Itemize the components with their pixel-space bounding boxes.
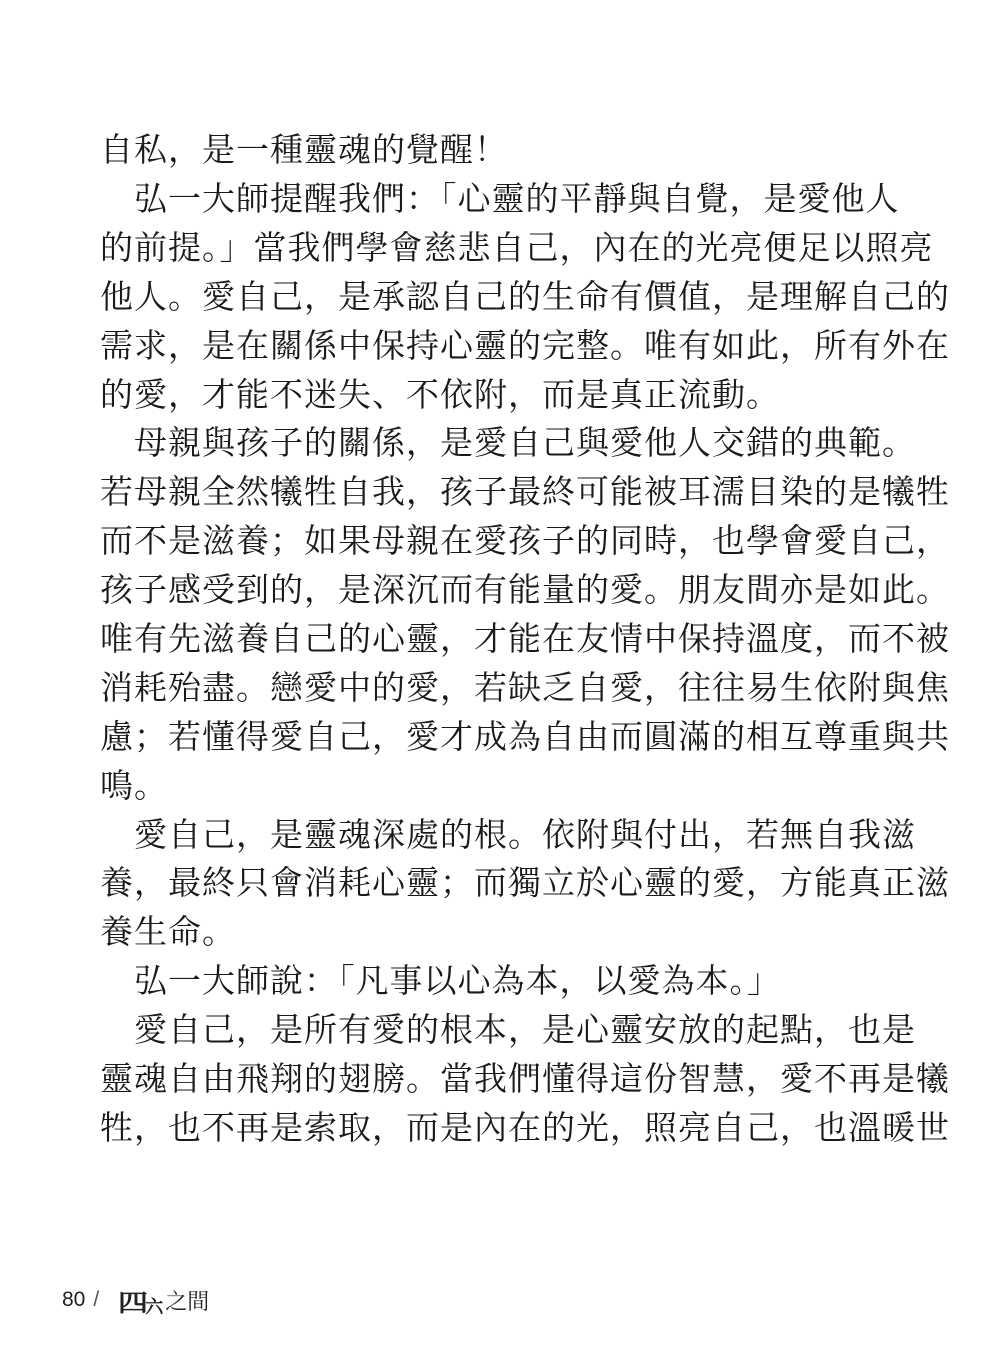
text-line: 養生命。 [100,912,236,951]
text-line: 愛自己，是靈魂深處的根。依附與付出，若無自我滋 [100,815,916,854]
text-line: 弘一大師提醒我們：「心靈的平靜與自覺，是愛他人 [100,179,900,218]
text-line: 愛自己，是所有愛的根本，是心靈安放的起點，也是 [100,1010,916,1049]
book-title-logo-char1: 四 [118,1288,149,1317]
footer-separator: / [93,1288,100,1311]
text-line: 靈魂自由飛翔的翅膀。當我們懂得這份智慧，愛不再是犧 [100,1059,950,1098]
text-line: 他人。愛自己，是承認自己的生命有價值，是理解自己的 [100,277,950,316]
text-line: 弘一大師說：「凡事以心為本，以愛為本。」 [100,961,781,1000]
text-line: 孩子感受到的，是深沉而有能量的愛。朋友間亦是如此。 [100,570,950,609]
page-number: 80 [62,1288,86,1311]
page-footer [62,1280,209,1320]
text-line: 而不是滋養；如果母親在愛孩子的同時，也學會愛自己， [100,521,950,560]
text-line: 的愛，才能不迷失、不依附，而是真正流動。 [100,375,780,414]
text-line: 需求，是在關係中保持心靈的完整。唯有如此，所有外在 [100,326,950,365]
text-line: 若母親全然犧牲自我，孩子最終可能被耳濡目染的是犧牲 [100,472,950,511]
text-line: 的前提。」當我們學會慈悲自己，內在的光亮便足以照亮 [100,228,934,267]
book-title-logo-char2: 六 [145,1297,164,1318]
text-line: 鳴。 [100,766,168,805]
text-line: 牲，也不再是索取，而是內在的光，照亮自己，也溫暖世 [100,1108,950,1147]
text-line: 養，最終只會消耗心靈；而獨立於心靈的愛，方能真正滋 [100,863,950,902]
text-line: 母親與孩子的關係，是愛自己與愛他人交錯的典範。 [100,423,916,462]
text-line: 慮；若懂得愛自己，愛才成為自由而圓滿的相互尊重與共 [100,717,950,756]
text-line: 消耗殆盡。戀愛中的愛，若缺乏自愛，往往易生依附與焦 [100,668,950,707]
text-line: 唯有先滋養自己的心靈，才能在友情中保持溫度，而不被 [100,619,950,658]
book-title-rest: 之間 [165,1289,210,1315]
text-line: 自私，是一種靈魂的覺醒！ [100,130,508,169]
